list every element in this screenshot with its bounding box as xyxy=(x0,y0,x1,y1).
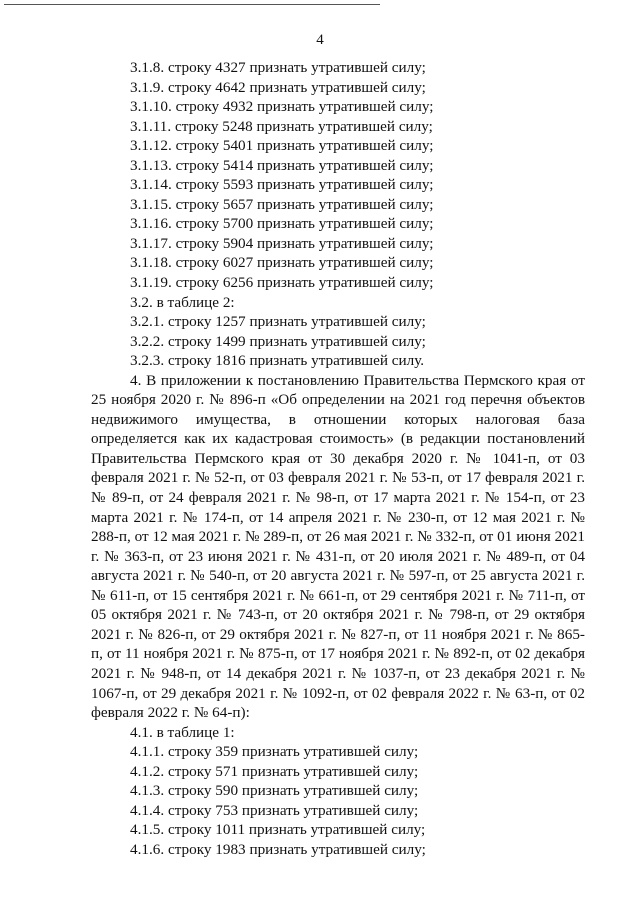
page-number: 4 xyxy=(316,32,324,48)
list-item: 4.1.6. строку 1983 признать утратившей силу; xyxy=(130,840,426,858)
list-item: 3.1.13. строку 5414 признать утратившей силу; xyxy=(130,156,434,174)
list-item: 3.1.19. строку 6256 признать утратившей силу; xyxy=(130,274,434,292)
list-item: 3.1.17. строку 5904 признать утратившей силу; xyxy=(130,234,434,252)
list-item: 3.1.11. строку 5248 признать утратившей силу; xyxy=(130,117,433,135)
list-item: 3.1.15. строку 5657 признать утратившей силу; xyxy=(130,195,434,213)
list-item: 3.2.1. строку 1257 признать утратившей силу; xyxy=(130,313,426,331)
list-item: 3.1.16. строку 5700 признать утратившей силу; xyxy=(130,215,434,233)
list-item: 3.1.12. строку 5401 признать утратившей силу; xyxy=(130,137,434,155)
list-item: 3.2. в таблице 2: xyxy=(130,293,235,311)
list-item: 4.1.1. строку 359 признать утратившей силу; xyxy=(130,743,419,761)
top-rule-divider xyxy=(4,4,380,5)
list-item: 3.1.8. строку 4327 признать утратившей силу; xyxy=(130,59,426,76)
paragraph-4: 4. В приложении к постановлению Правительства Пермского края от 25 ноября 2020 г. № 896-п «Об определении на 2021 год перечня объектов недвижимого имущества, в отношении которых налоговая база определяется как их кадастровая стоимость» (в редакции постановлений Правительства Пермского края от 30 декабря 2020 г. № 1041-п, от 03 февраля 2021 г. № 52-п, от 03 февраля 2021 г. № 53-п, от 17 февраля 2021 г. № 89-п, от 24 февраля 2021 г. № 98-п, от 17 марта 2021 г. № 154-п, от 23 марта 2021 г. № 174-п, от 14 апреля 2021 г. № 230-п, от 12 мая 2021 г. № 288-п, от 12 мая 2021 г. № 289-п, от 26 мая 2021 г. № 332-п, от 01 июня 2021 г. № 363-п, от 23 июня 2021 г. № 431-п, от 20 июля 2021 г. № 489-п, от 04 августа 2021 г. № 540-п, от 20 августа 2021 г. № 597-п, от 25 августа 2021 г. № 611-п, от 15 сентября 2021 г. № 661-п, от 29 сентября 2021 г. № 711-п, от 05 октября 2021 г. № 743-п, от 20 октября 2021 г. № 798-п, от 29 октября 2021 г. № 826-п, от 29 октября 2021 г. № 827-п, от 11 ноября 2021 г. № 865-п, от 11 ноября 2021 г. № 875-п, от 17 ноября 2021 г. № 892-п, от 02 декабря 2021 г. № 948-п, от 14 декабря 2021 г. № 1037-п, от 23 декабря 2021 г. № 1067-п, от 29 декабря 2021 г. № 1092-п, от 02 февраля 2022 г. № 63-п, от 02 февраля 2022 г. № 64-п): xyxy=(91,371,585,722)
list-item: 4.1.3. строку 590 признать утратившей силу; xyxy=(130,782,419,800)
list-item: 4.1.4. строку 753 признать утратившей силу; xyxy=(130,801,419,819)
document-body xyxy=(91,58,585,859)
list-item: 3.1.10. строку 4932 признать утратившей силу; xyxy=(130,98,434,116)
list-item: 3.1.18. строку 6027 признать утратившей силу; xyxy=(130,254,434,272)
list-item: 3.1.14. строку 5593 признать утратившей силу; xyxy=(130,176,434,194)
list-item: 3.2.2. строку 1499 признать утратившей силу; xyxy=(130,332,426,350)
list-item: 4.1.5. строку 1011 признать утратившей силу; xyxy=(130,821,426,839)
list-item: 4.1.2. строку 571 признать утратившей силу; xyxy=(130,762,419,780)
list-item: 3.2.3. строку 1816 признать утратившей силу. xyxy=(130,352,425,370)
list-item: 3.1.9. строку 4642 признать утратившей силу; xyxy=(130,78,426,96)
list-item: 4.1. в таблице 1: xyxy=(130,723,235,741)
